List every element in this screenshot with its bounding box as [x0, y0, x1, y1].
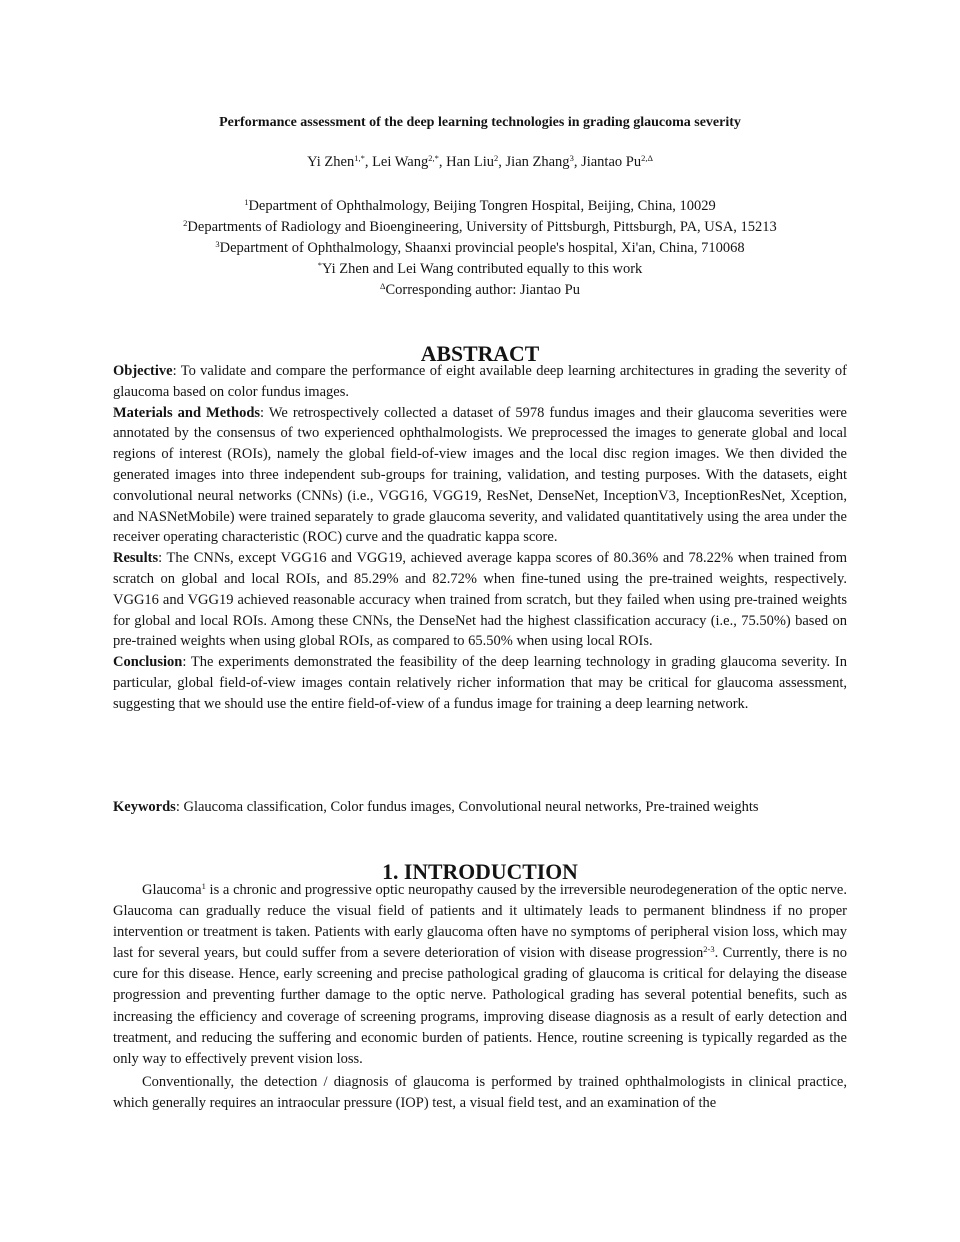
introduction-body: [113, 880, 847, 1116]
author: Han Liu$^2$,: [446, 153, 506, 170]
affiliation: $^1$Department of Ophthalmology, Beijing Tongren Hospital, Beijing, China, 10029: [244, 197, 716, 214]
abstract-methods: Materials and Methods: We retrospectively collected a dataset of 5978 fundus images and their glaucoma severities were annotated by the consensus of two experienced ophthalmologists. We preprocessed the images to generate global and local regions of interest (ROIs), namely the global field-of-view images and the local disc region images. We then divided the generated images into three independent sub-groups for training, validation, and testing purposes. With the datasets, eight convolutional neural networks (CNNs) (i.e., VGG16, VGG19, ResNet, DenseNet, InceptionV3, InceptionResNet, Xception, and NASNetMobile) were trained separately to grade glaucoma severity, and validated quantitatively using the area under the receiver operating characteristic (ROC) curve and the quadratic kappa score.: [113, 404, 847, 546]
introduction-heading: 1. INTRODUCTION: [382, 860, 578, 884]
affiliation: $^\Delta$Corresponding author: Jiantao Pu: [380, 281, 580, 298]
paper-title: Performance assessment of the deep learning technologies in grading glaucoma severity: [219, 115, 741, 130]
affiliation-list: [0, 196, 960, 301]
author: Yi Zhen$^{1,*}$,: [307, 153, 373, 170]
author: Jian Zhang$^3$,: [505, 153, 582, 170]
abstract-objective: Objective: To validate and compare the performance of eight available deep learning architectures in grading the severity of glaucoma based on color fundus images.: [113, 363, 847, 400]
affiliation: *Yi Zhen and Lei Wang contributed equally to this work: [317, 260, 643, 277]
abstract-conclusion: Conclusion: The experiments demonstrated the feasibility of the deep learning technology in grading glaucoma severity. In particular, global field-of-view images contain relatively richer information that may be critical for glaucoma assessment, suggesting that we should use the entire field-of-view of a fundus image for training a deep learning network.: [113, 654, 847, 712]
intro-paragraph-2: Conventionally, the detection / diagnosis of glaucoma is performed by trained ophthalmologists in clinical practice, which generally requires an intraocular pressure (IOP) test, a visual field test, and an examination of the: [113, 1073, 847, 1111]
intro-paragraph-1: Glaucoma$^1$ is a chronic and progressive optic neuropathy caused by the irreversible neurodegeneration of the optic nerve. Glaucoma can gradually reduce the visual field of patients and it ultimately leads to permanent blindness if no proper intervention or treatment is taken. Patients with early glaucoma often have no symptoms of peripheral vision loss, which may last for several years, but could suffer from a severe deterioration of vision with disease progression$^{2-3}$. Currently, there is no cure for this disease. Hence, early screening and precise pathological grading of glaucoma is critical for delaying the disease progression and preventing further damage to the optic nerve. Pathological grading has several potential benefits, such as increasing the efficiency and coverage of screening programs, improving disease diagnosis as a result of early detection and treatment, and reducing the suffering and economic burden of patients. Hence, routine screening is typically regarded as the only way to effectively prevent vision loss.: [113, 881, 847, 1067]
affiliation: $^3$Department of Ophthalmology, Shaanxi provincial people's hospital, Xi'an, China, 710068: [215, 239, 745, 256]
author: Lei Wang$^{2,*}$,: [372, 153, 447, 170]
abstract-body: [113, 361, 847, 715]
keywords: Keywords: Glaucoma classification, Color fundus images, Convolutional neural networks, Pre-trained weights: [113, 799, 759, 815]
affiliation: $^2$Departments of Radiology and Bioengineering, University of Pittsburgh, Pittsburgh, PA, USA, 15213: [183, 218, 777, 235]
abstract-results: Results: The CNNs, except VGG16 and VGG19, achieved average kappa scores of 80.36% and 78.22% when trained from scratch on global and local ROIs, and 85.29% and 82.72% when fine-tuned using the pre-trained weights, respectively. VGG16 and VGG19 achieved reasonable accuracy when trained from scratch, but they failed when using pre-trained weights for global and local ROIs. Among these CNNs, the DenseNet had the highest classification accuracy (i.e., 75.50%) based on pre-trained weights when using global ROIs, as compared to 65.50% when using local ROIs.: [113, 550, 847, 650]
author-list: [0, 154, 960, 171]
abstract-heading: ABSTRACT: [420, 342, 540, 366]
author: Jiantao $Pu^{2,\Delta}$: [581, 153, 653, 170]
